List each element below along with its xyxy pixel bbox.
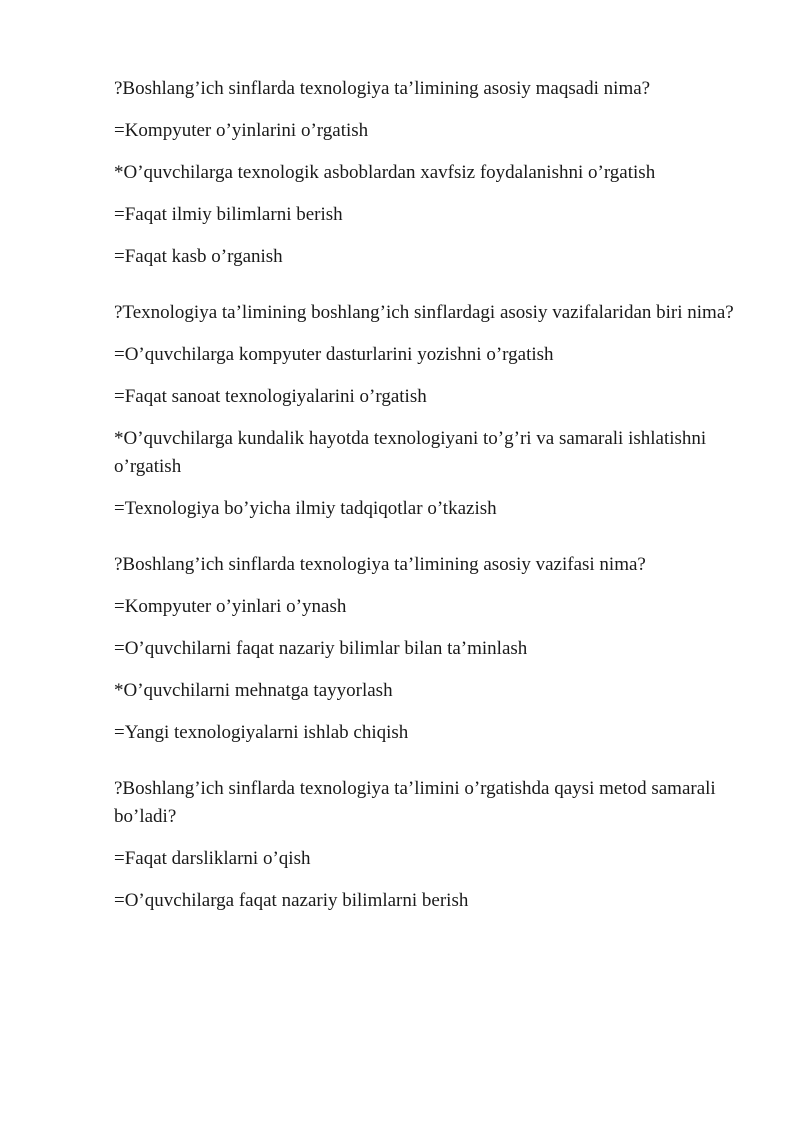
answer-option: =Faqat ilmiy bilimlarni berish <box>114 204 343 225</box>
answer-option: =O’quvchilarga faqat nazariy bilimlarni berish <box>114 890 469 911</box>
answer-option: =O’quvchilarni faqat nazariy bilimlar bilan ta’minlash <box>114 638 528 659</box>
question-text: ?Boshlang’ich sinflarda texnologiya ta’limining asosiy vazifasi nima? <box>114 554 646 575</box>
correct-answer-option: *O’quvchilarga kundalik hayotda texnologiyani to’g’ri va samarali ishlatishni o’rgatish <box>114 428 707 477</box>
answer-option: =Yangi texnologiyalarni ishlab chiqish <box>114 722 409 743</box>
question-text: ?Boshlang’ich sinflarda texnologiya ta’limining asosiy maqsadi nima? <box>114 78 651 99</box>
question-block-1 <box>114 75 744 271</box>
answer-option: =Faqat darsliklarni o’qish <box>114 848 311 869</box>
answer-option: =Kompyuter o’yinlari o’ynash <box>114 596 347 617</box>
correct-answer-option: *O’quvchilarga texnologik asboblardan xavfsiz foydalanishni o’rgatish <box>114 162 656 183</box>
question-block-4 <box>114 775 744 915</box>
answer-option: =Faqat sanoat texnologiyalarini o’rgatish <box>114 386 427 407</box>
question-text: ?Texnologiya ta’limining boshlang’ich sinflardagi asosiy vazifalaridan biri nima? <box>114 302 734 323</box>
document-page <box>114 75 744 943</box>
question-block-2 <box>114 299 744 523</box>
answer-option: =Faqat kasb o’rganish <box>114 246 283 267</box>
correct-answer-option: *O’quvchilarni mehnatga tayyorlash <box>114 680 393 701</box>
question-block-3 <box>114 551 744 747</box>
answer-option: =Kompyuter o’yinlarini o’rgatish <box>114 120 369 141</box>
answer-option: =Texnologiya bo’yicha ilmiy tadqiqotlar o’tkazish <box>114 498 497 519</box>
question-text: ?Boshlang’ich sinflarda texnologiya ta’limini o’rgatishda qaysi metod samarali bo’ladi? <box>114 778 716 827</box>
answer-option: =O’quvchilarga kompyuter dasturlarini yozishni o’rgatish <box>114 344 554 365</box>
